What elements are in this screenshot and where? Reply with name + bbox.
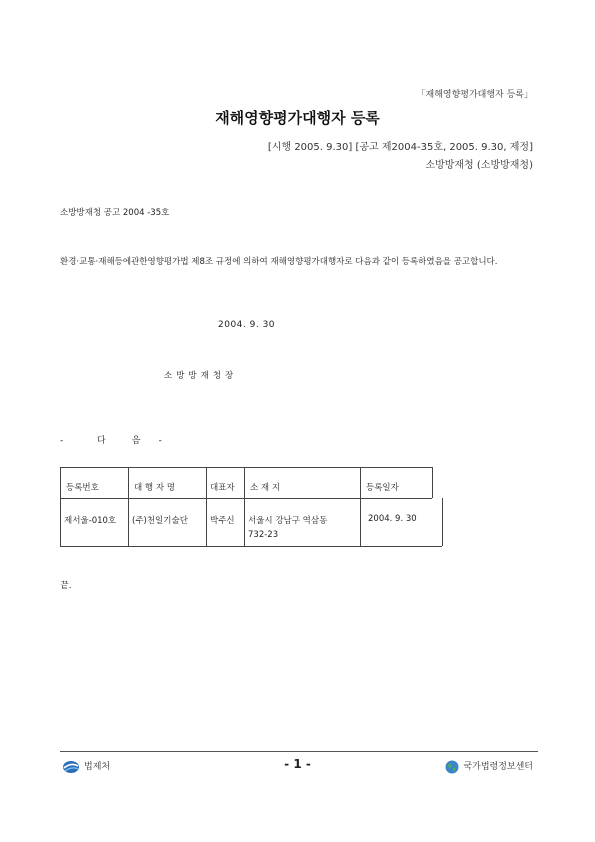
header-representative: 대표자	[210, 483, 235, 493]
cell-address-line2: 732-23	[248, 530, 279, 540]
table-col-divider	[244, 467, 245, 547]
issuing-agency: 소방방재청 (소방방재청)	[425, 160, 533, 171]
section-heading-dash-left: -	[60, 436, 64, 446]
cell-reg-no: 제서울-010호	[64, 516, 117, 526]
notice-body: 환경·교통·재해등에관한영향평가법 제8조 규정에 의하여 재해영향평가대행자로 다음과 같이 등록하였음을 공고합니다.	[60, 257, 498, 267]
table-col-divider	[442, 498, 443, 546]
globe-icon	[445, 760, 459, 774]
section-heading-char-2: 음	[131, 436, 141, 446]
table-rule-header	[60, 498, 432, 499]
cell-agent-name: (주)천일기술단	[132, 516, 188, 526]
registration-table	[60, 467, 434, 547]
footer-right	[445, 759, 533, 774]
table-rule-bottom	[60, 546, 442, 547]
section-heading-dash-right: -	[158, 436, 162, 446]
cell-representative: 박주신	[210, 516, 235, 526]
section-heading	[60, 433, 162, 446]
table-rule-top	[60, 467, 432, 468]
table-col-divider	[432, 467, 433, 498]
document-tag: 「재해영향평가대행자 등록」	[416, 90, 533, 100]
footer-right-label: 국가법령정보센터	[463, 762, 533, 772]
cell-reg-date: 2004. 9. 30	[368, 514, 417, 524]
cell-address-line1: 서울시 강남구 역삼동	[248, 516, 328, 526]
document-title: 재해영향평가대행자 등록	[215, 109, 380, 127]
header-address: 소 재 지	[250, 483, 281, 493]
footer-divider	[60, 751, 538, 752]
table-col-divider	[60, 467, 61, 547]
end-mark: 끝.	[60, 581, 72, 591]
section-heading-char-1: 다	[96, 436, 106, 446]
table-col-divider	[128, 467, 129, 547]
signer: 소방방재청장	[164, 371, 238, 381]
page-number: - 1 -	[284, 757, 311, 771]
enforcement-info: [시행 2005. 9.30] [공고 제2004-35호, 2005. 9.30, 제정]	[267, 142, 533, 153]
table-col-divider	[360, 467, 361, 547]
header-agent-name: 대 행 자 명	[134, 483, 175, 493]
notice-date: 2004. 9. 30	[218, 320, 276, 330]
footer-left-label: 법제처	[84, 762, 111, 772]
table-col-divider	[206, 467, 207, 547]
header-reg-no: 등록번호	[66, 483, 99, 493]
header-reg-date: 등록일자	[366, 483, 399, 493]
notice-number: 소방방재청 공고 2004 -35호	[60, 208, 170, 218]
